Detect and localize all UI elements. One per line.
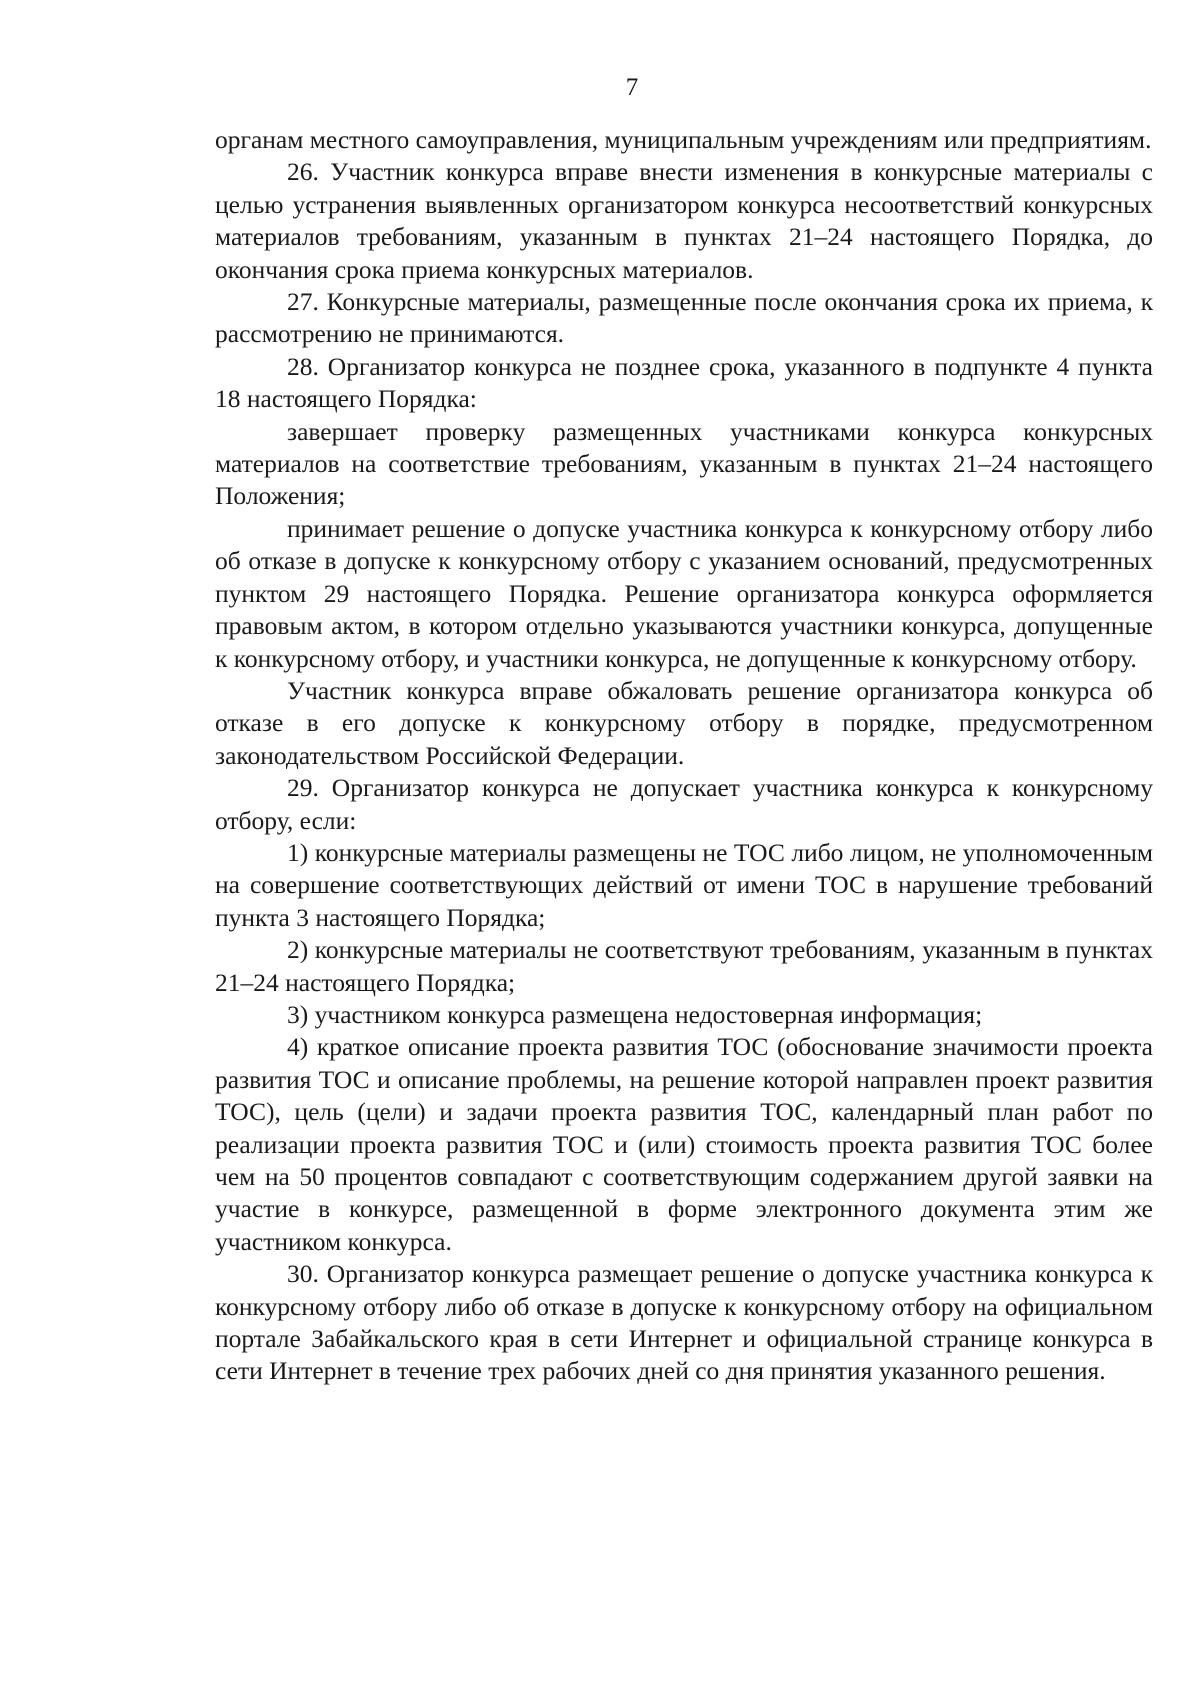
paragraph-item-28: 28. Организатор конкурса не позднее срока, указанного в подпункте 4 пункта 18 настоящего Порядка: — [215, 351, 1153, 414]
paragraph-29-sub-4: 4) краткое описание проекта развития ТОС (обоснование значимости проекта развития ТОС и описание проблемы, на решение которой направлен проект развития ТОС), цель (цели) и задачи проекта развития ТОС, календарный план работ по реализации проекта развития ТОС и (или) стоимость проекта развития ТОС более чем на 50 процентов совпадают с соответствующим содержанием другой заявки на участие в конкурсе, размещенной в форме электронного документа этим же участником конкурса. — [215, 1032, 1153, 1256]
paragraph-item-29: 29. Организатор конкурса не допускает участника конкурса к конкурсному отбору, если: — [215, 773, 1153, 835]
paragraph-item-27: 27. Конкурсные материалы, размещенные после окончания срока их приема, к рассмотрению не принимаются. — [215, 287, 1153, 349]
paragraph-28-decision: принимает решение о допуске участника конкурса к конкурсному отбору либо об отказе в допуске к конкурсному отбору с указанием оснований, предусмотренных пунктом 29 настоящего Порядка. Решение организатора конкурса оформляется правовым актом, в котором отдельно указываются участники конкурса, допущенные к конкурсному отбору, и участники конкурса, не допущенные к конкурсному отбору. — [215, 513, 1153, 673]
paragraph-29-sub-3: 3) участником конкурса размещена недостоверная информация; — [287, 999, 983, 1029]
paragraph-item-26: 26. Участник конкурса вправе внести изменения в конкурсные материалы с целью устранения выявленных организатором конкурса несоответствий конкурсных материалов требованиям, указанным в пунктах 21–24 настоящего Порядка, до окончания срока приема конкурсных материалов. — [215, 157, 1153, 284]
paragraph-29-sub-2: 2) конкурсные материалы не соответствуют требованиям, указанным в пунктах 21–24 настоящего Порядка; — [215, 935, 1153, 997]
paragraph-item-30: 30. Организатор конкурса размещает решение о допуске участника конкурса к конкурсному отбору либо об отказе в допуске к конкурсному отбору на официальном портале Забайкальского края в сети Интернет и официальной странице конкурса в сети Интернет в течение трех рабочих дней со дня принятия указанного решения. — [215, 1259, 1153, 1386]
document-body — [215, 124, 1153, 1388]
paragraph-29-sub-1: 1) конкурсные материалы размещены не ТОС либо лицом, не уполномоченным на совершение соответствующих действий от имени ТОС в нарушение требований пункта 3 настоящего Порядка; — [215, 837, 1153, 932]
paragraph-continuation: органам местного самоуправления, муниципальным учреждениям или предприятиям. — [215, 125, 1152, 154]
page-number: 7 — [625, 74, 639, 101]
paragraph-28-completes-check: завершает проверку размещенных участниками конкурса конкурсных материалов на соответствие требованиям, указанным в пунктах 21–24 настоящего Положения; — [215, 416, 1153, 511]
paragraph-appeal-right: Участник конкурса вправе обжаловать решение организатора конкурса об отказе в его допуске к конкурсному отбору в порядке, предусмотренном законодательством Российской Федерации. — [215, 675, 1153, 770]
